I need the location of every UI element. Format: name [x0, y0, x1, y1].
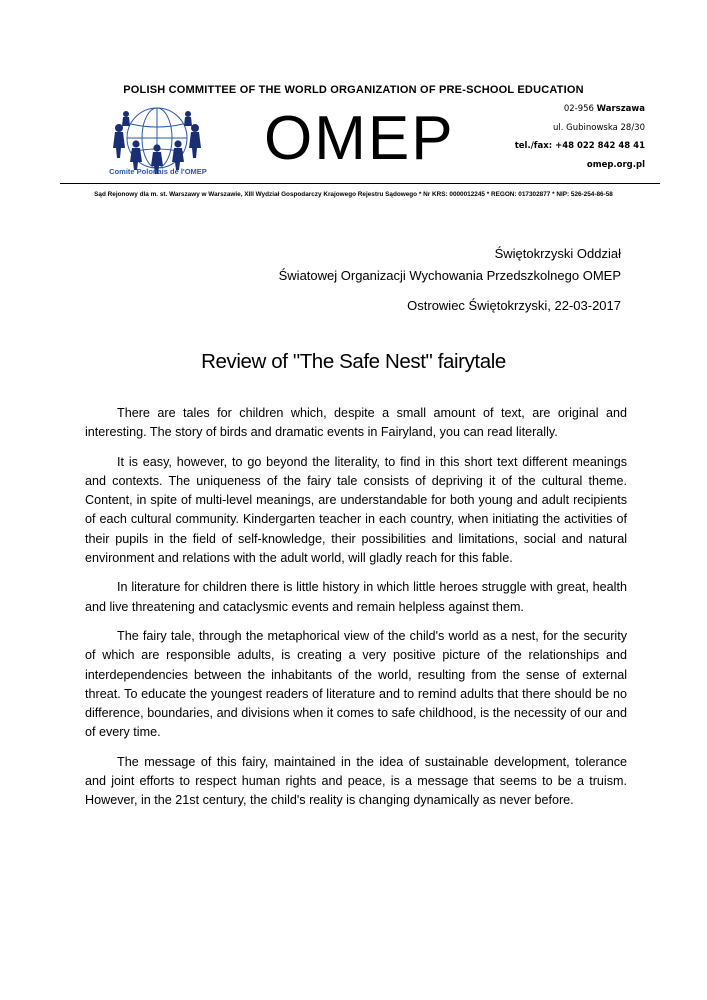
registry-line: Sąd Rejonowy dla m. st. Warszawy w Warszawie, XIII Wydział Gospodarczy Krajowego Rejestru Sądowego * Nr KRS: 0000012245 * REGON: 017302877 * NIP: 526-254-86-58 [94, 191, 613, 198]
city: Warszawa [596, 104, 645, 114]
sender-branch: Świętokrzyski Oddział [494, 246, 621, 261]
paragraph: It is easy, however, to go beyond the literality, to find in this short text different meanings and contexts. The uniqueness of the fairy tale consists of depriving it of the cultural theme. Content, in spite of multi-level meanings, are understandable for both young and adult recipients of each cultural community. Kindergarten teacher in each country, when initiating the activities of their pupils in the field of self-knowledge, their possibilities and limitations, social and natural environment and relations with the adult world, will gladly reach for this fable. [85, 454, 627, 566]
document-body [85, 404, 627, 821]
paragraph: There are tales for children which, despite a small amount of text, are original and interesting. The story of birds and dramatic events in Fairyland, you can read literally. [85, 406, 627, 440]
address-phone: tel./fax: +48 022 842 48 41 [514, 141, 645, 151]
address-city-line [564, 104, 645, 114]
paragraph: In literature for children there is little history in which little heroes struggle with great, health and live threatening and cataclysmic events and remain helpless against them. [85, 580, 627, 614]
postal-code: 02-956 [563, 104, 597, 114]
org-title: POLISH COMMITTEE OF THE WORLD ORGANIZATION OF PRE-SCHOOL EDUCATION [123, 84, 584, 96]
header-divider [60, 183, 660, 184]
document-title: Review of "The Safe Nest" fairytale [201, 350, 506, 373]
sender-organization: Światowej Organizacji Wychowania Przedszkolnego OMEP [278, 268, 621, 283]
paragraph: The fairy tale, through the metaphorical view of the child's world as a nest, for the security of which are responsible adults, is creating a very positive picture of the relationships and interdependencies between the inhabitants of the world, resulting from the sense of external threat. To educate the youngest readers of literature and to remind adults that there should be no difference, boundaries, and divisions when it comes to safe childhood, is the necessity of our and of every time. [85, 628, 627, 740]
paragraph: The message of this fairy, maintained in the idea of sustainable development, tolerance and joint efforts to respect human rights and peace, is a message that seems to be a truism. However, in the 21st century, the child's reality is changing dynamically as never before. [85, 754, 627, 808]
brand-wordmark: OMEP [264, 104, 455, 173]
logo-caption: Comite Polonais de l'OMEP [109, 167, 207, 176]
place-date: Ostrowiec Świętokrzyski, 22-03-2017 [407, 298, 621, 313]
address-street: ul. Gubinowska 28/30 [552, 123, 645, 133]
address-website: omep.org.pl [586, 160, 645, 170]
